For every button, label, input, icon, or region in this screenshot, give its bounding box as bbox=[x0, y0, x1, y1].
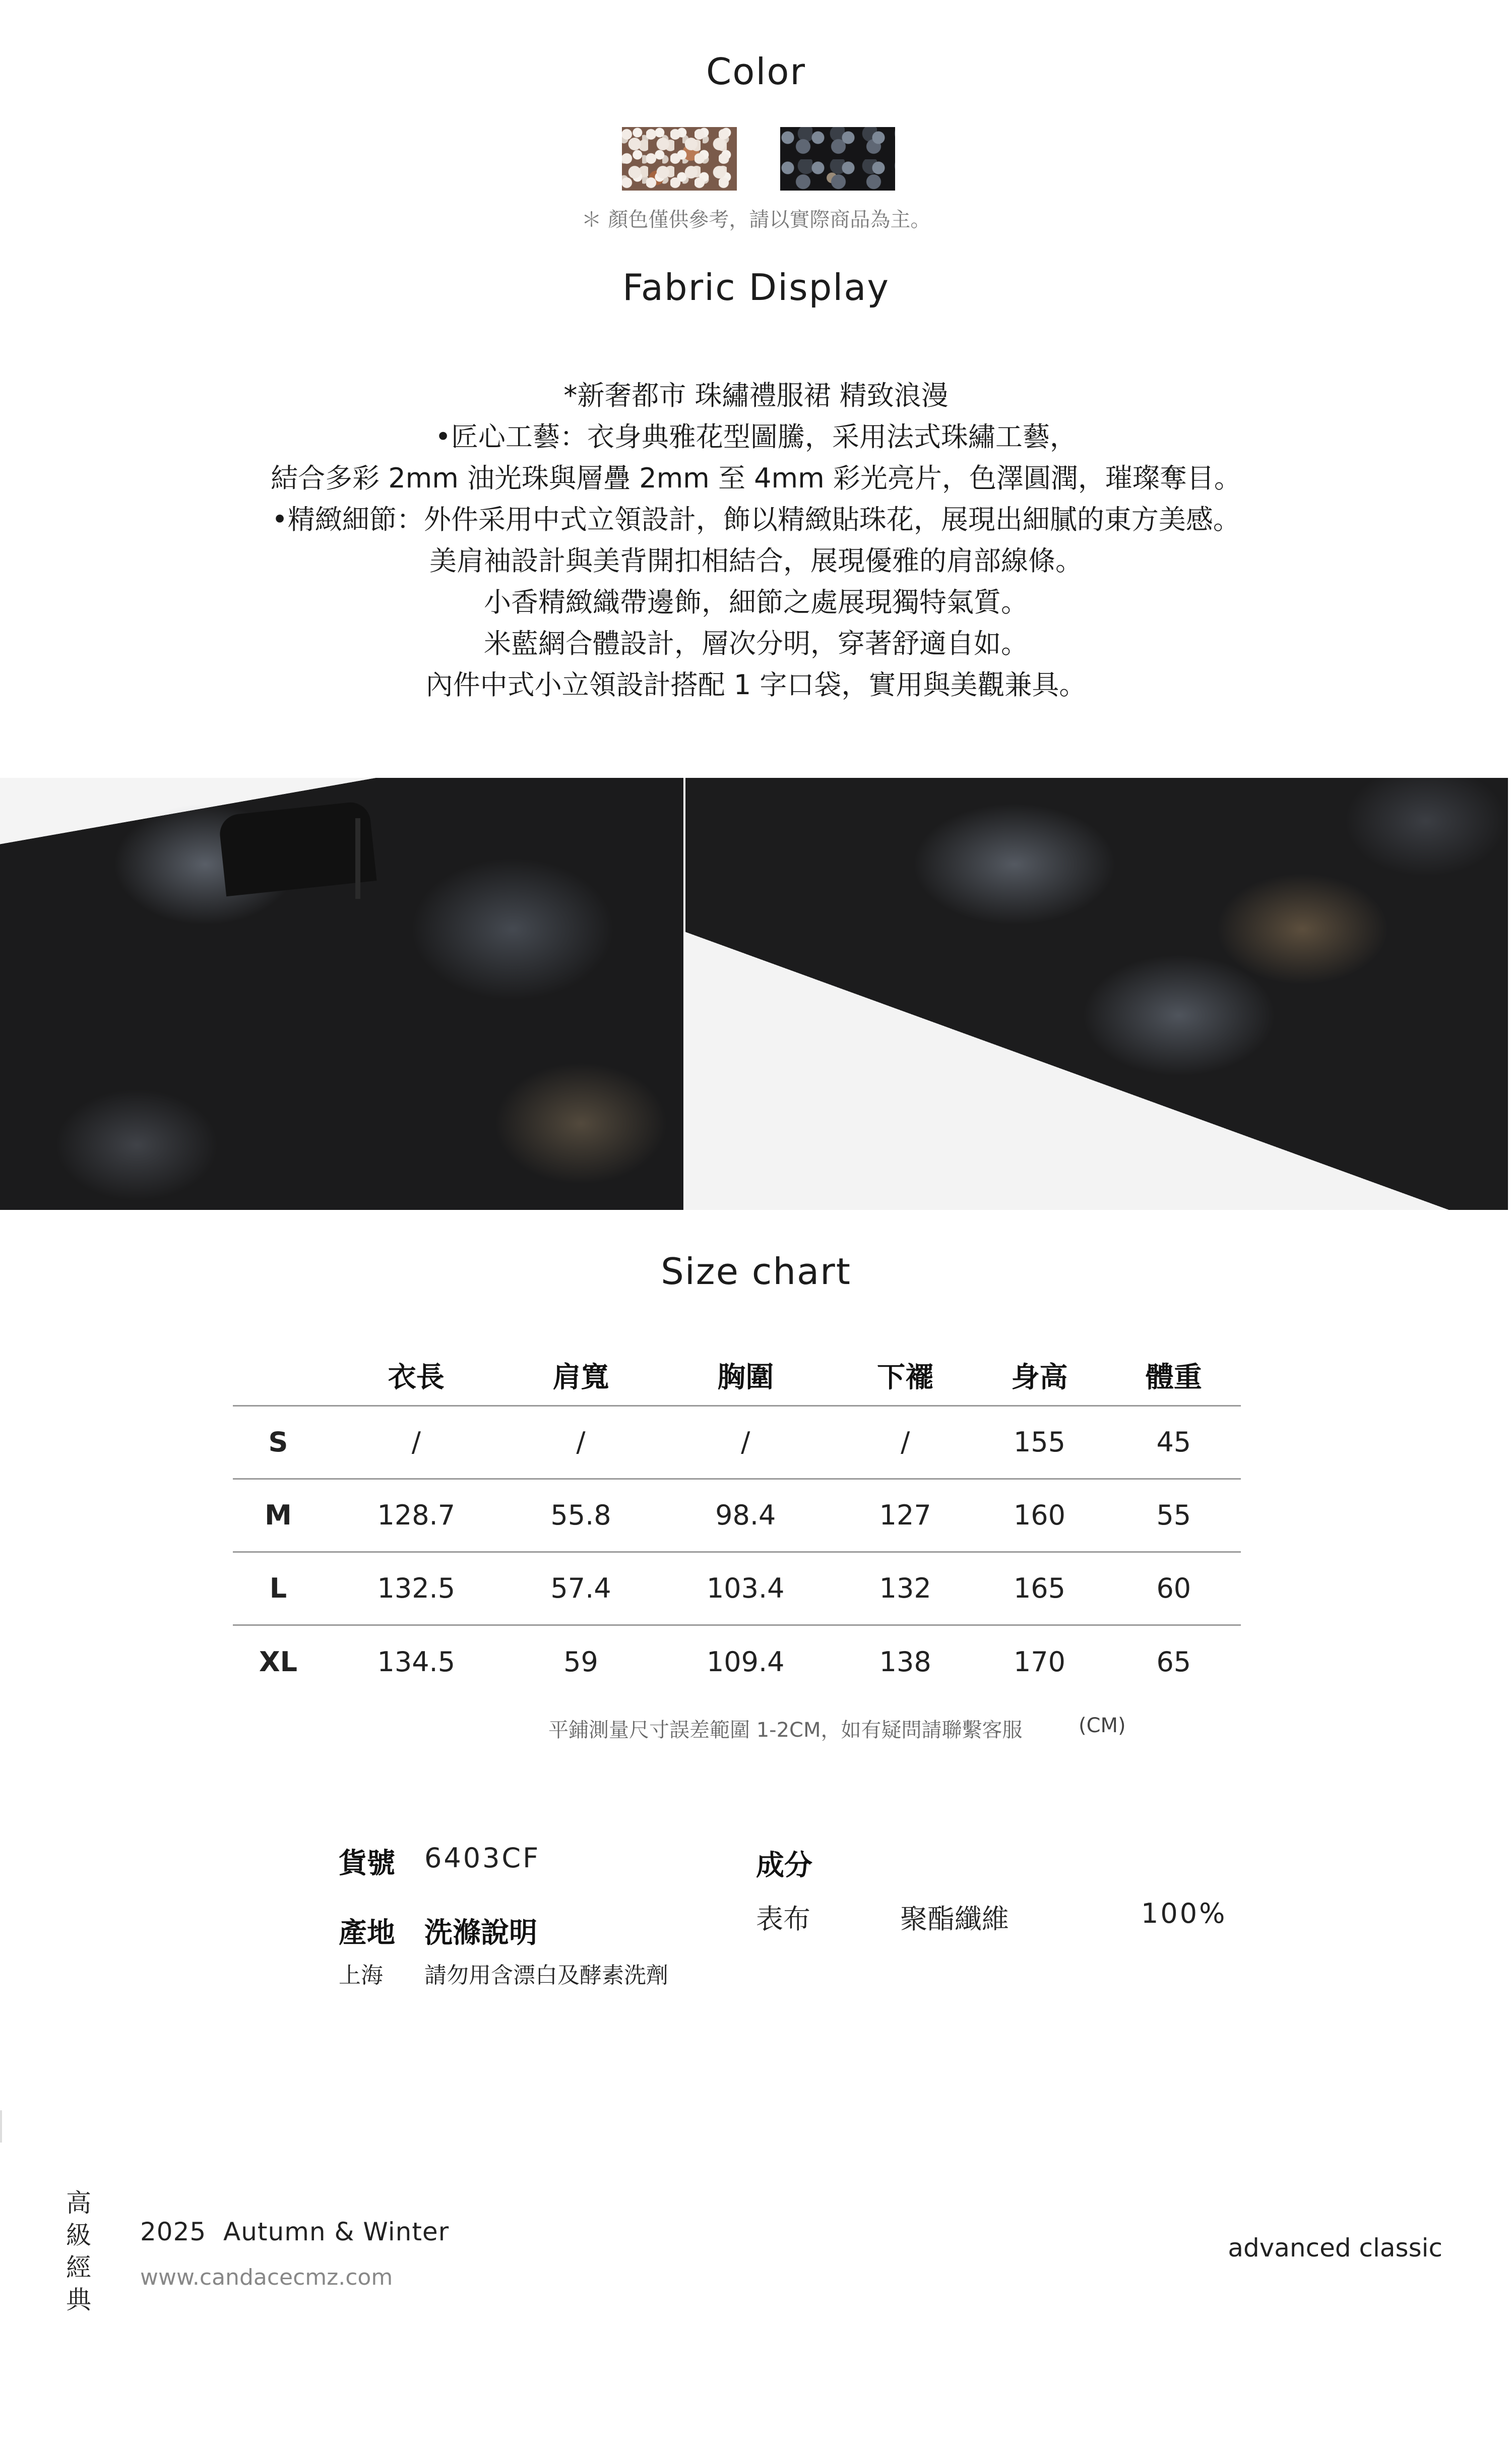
table-cell: / bbox=[324, 1406, 509, 1479]
header-bust: 胸圍 bbox=[717, 1361, 774, 1394]
item-no-value: 6403CF bbox=[424, 1842, 541, 1874]
footer-tagline: advanced classic bbox=[1228, 2233, 1442, 2263]
size-chart-title: Size chart bbox=[661, 1250, 851, 1293]
description-line: •匠心工藝：衣身典雅花型圖騰，采用法式珠繡工藝， bbox=[435, 421, 1077, 453]
table-cell: 98.4 bbox=[653, 1479, 838, 1552]
table-cell: 128.7 bbox=[324, 1479, 509, 1552]
size-unit: (CM) bbox=[1079, 1714, 1126, 1737]
vertical-char: 經 bbox=[66, 2253, 91, 2282]
header-length: 衣長 bbox=[388, 1361, 445, 1394]
color-swatch-black[interactable] bbox=[780, 127, 895, 191]
table-cell: 55 bbox=[1107, 1479, 1241, 1552]
zipper-shape bbox=[355, 818, 360, 899]
footer-vertical-text bbox=[64, 2187, 94, 2316]
care-label: 洗滌說明 bbox=[424, 1917, 537, 1949]
table-cell: 59 bbox=[509, 1625, 653, 1698]
fabric-photo-hem bbox=[685, 778, 1508, 1210]
composition-label: 成分 bbox=[756, 1849, 812, 1882]
header-hem: 下襬 bbox=[877, 1361, 934, 1394]
origin-value: 上海 bbox=[339, 1963, 383, 1988]
fabric-description bbox=[0, 375, 1512, 706]
size-table-container bbox=[233, 1346, 1241, 1698]
header-blank bbox=[233, 1346, 324, 1406]
table-cell: 134.5 bbox=[324, 1625, 509, 1698]
table-cell: 103.4 bbox=[653, 1552, 838, 1625]
table-row bbox=[233, 1406, 1241, 1479]
table-cell: 165 bbox=[972, 1552, 1106, 1625]
size-label: M bbox=[233, 1479, 324, 1552]
size-table bbox=[233, 1346, 1241, 1698]
vertical-char: 典 bbox=[66, 2285, 91, 2314]
table-cell: 127 bbox=[838, 1479, 972, 1552]
table-cell: 55.8 bbox=[509, 1479, 653, 1552]
description-line: 內件中式小立領設計搭配 1 字口袋，實用與美觀兼具。 bbox=[425, 669, 1087, 701]
vertical-char: 高 bbox=[66, 2188, 91, 2218]
description-line: 小香精緻織帶邊飾，細節之處展現獨特氣質。 bbox=[484, 586, 1028, 618]
size-label: XL bbox=[233, 1625, 324, 1698]
table-cell: 170 bbox=[972, 1625, 1106, 1698]
header-shoulder: 肩寬 bbox=[552, 1361, 609, 1394]
table-cell: 160 bbox=[972, 1479, 1106, 1552]
table-row bbox=[233, 1479, 1241, 1552]
table-cell: 132.5 bbox=[324, 1552, 509, 1625]
table-cell: 132 bbox=[838, 1552, 972, 1625]
size-table-header bbox=[233, 1346, 1241, 1406]
color-note: ＊ 顏色僅供參考，請以實際商品為主。 bbox=[581, 208, 931, 231]
header-height: 身高 bbox=[1011, 1361, 1068, 1394]
table-cell: / bbox=[838, 1406, 972, 1479]
header-weight: 體重 bbox=[1145, 1361, 1202, 1394]
item-no-label: 貨號 bbox=[339, 1847, 395, 1880]
footer-season: 2025 Autumn & Winter bbox=[140, 2217, 450, 2246]
fabric-percent: 100% bbox=[1141, 1898, 1227, 1929]
size-label: S bbox=[233, 1406, 324, 1479]
size-note: 平鋪測量尺寸誤差範圍 1-2CM，如有疑問請聯繫客服 bbox=[548, 1719, 1023, 1742]
description-line: 美肩袖設計與美背開扣相結合，展現優雅的肩部線條。 bbox=[429, 545, 1083, 577]
table-cell: 138 bbox=[838, 1625, 972, 1698]
table-cell: 57.4 bbox=[509, 1552, 653, 1625]
size-label: L bbox=[233, 1552, 324, 1625]
table-cell: 65 bbox=[1107, 1625, 1241, 1698]
care-value: 請勿用含漂白及酵素洗劑 bbox=[424, 1963, 668, 1988]
color-title: Color bbox=[706, 50, 806, 93]
table-row bbox=[233, 1552, 1241, 1625]
table-cell: 45 bbox=[1107, 1406, 1241, 1479]
fabric-title: Fabric Display bbox=[622, 266, 890, 309]
origin-label: 產地 bbox=[339, 1917, 395, 1949]
table-cell: / bbox=[653, 1406, 838, 1479]
fabric-label: 表布 bbox=[756, 1903, 810, 1935]
footer-url[interactable]: www.candacecmz.com bbox=[140, 2265, 393, 2290]
description-line: 米藍網合體設計，層次分明，穿著舒適自如。 bbox=[484, 628, 1028, 659]
fabric-material: 聚酯纖維 bbox=[900, 1903, 1009, 1935]
color-swatch-beige[interactable] bbox=[622, 127, 737, 191]
table-row bbox=[233, 1625, 1241, 1698]
description-line: 結合多彩 2mm 油光珠與層疊 2mm 至 4mm 彩光亮片，色澤圓潤，璀璨奪目。 bbox=[271, 462, 1241, 494]
vertical-char: 級 bbox=[66, 2221, 91, 2250]
fabric-photo-collar bbox=[0, 778, 683, 1210]
table-cell: 155 bbox=[972, 1406, 1106, 1479]
table-cell: / bbox=[509, 1406, 653, 1479]
table-cell: 109.4 bbox=[653, 1625, 838, 1698]
collar-shape bbox=[218, 801, 376, 896]
description-line: •精緻細節：外件采用中式立領設計，飾以精緻貼珠花，展現出細膩的東方美感。 bbox=[272, 504, 1240, 535]
description-line: *新奢都市 珠繡禮服裙 精致浪漫 bbox=[563, 380, 949, 411]
footer-edge-mark bbox=[0, 2110, 2, 2143]
table-cell: 60 bbox=[1107, 1552, 1241, 1625]
